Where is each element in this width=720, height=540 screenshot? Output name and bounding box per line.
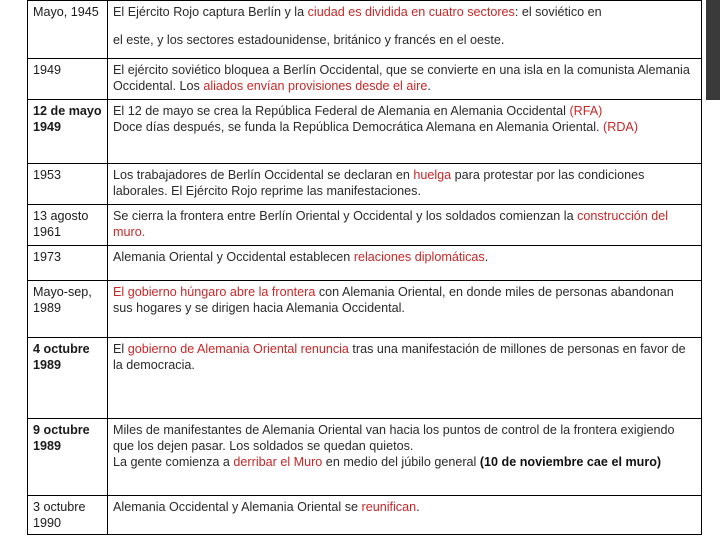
highlighted-phrase: aliados envían provisiones desde el aire [203, 79, 428, 93]
description-text: con Alemania Oriental, en donde miles de personas abandonan sus hogares y se dirigen hacia Alemania Occidental. [113, 285, 674, 315]
row-description [108, 59, 702, 100]
row-description [108, 246, 702, 281]
slide-edge-bar [706, 0, 720, 100]
timeline-table [27, 0, 702, 535]
description-text: en medio del júbilo general [322, 455, 480, 469]
row-date: 13 agosto 1961 [28, 205, 108, 246]
description-text: . [427, 79, 431, 93]
description-text: Se cierra la frontera entre Berlín Oriental y Occidental y los soldados comienzan la [113, 209, 578, 223]
highlighted-phrase: derribar el Muro [233, 455, 323, 469]
row-date: Mayo-sep, 1989 [28, 281, 108, 338]
row-date: Mayo, 1945 [28, 1, 108, 59]
description-text: : el soviético en [514, 5, 602, 19]
description-text: La gente comienza a [113, 455, 234, 469]
row-date: 1973 [28, 246, 108, 281]
description-text: Los trabajadores de Berlín Occidental se declaran en [113, 168, 414, 182]
highlighted-phrase: gobierno de Alemania Oriental renuncia [127, 342, 349, 356]
highlighted-phrase: ciudad es dividida en cuatro sectores [307, 5, 515, 19]
row-description [108, 496, 702, 535]
table-row [28, 59, 702, 100]
description-text: Doce días después, se funda la República Democrática Alemana en Alemania Oriental. [113, 120, 604, 134]
row-date: 1953 [28, 164, 108, 205]
bold-note: (10 de noviembre cae el muro) [479, 455, 662, 469]
description-text: Alemania Oriental y Occidental establecen [113, 250, 354, 264]
highlighted-phrase: relaciones diplomáticas [353, 250, 485, 264]
description-text: . [484, 250, 489, 264]
highlighted-phrase: El gobierno húngaro abre la frontera [113, 285, 316, 299]
highlighted-phrase: huelga [413, 168, 452, 182]
row-description [108, 338, 702, 419]
row-date: 1949 [28, 59, 108, 100]
description-text: el este, y los sectores estadounidense, británico y francés en el oeste. [113, 33, 505, 47]
table-row [28, 246, 702, 281]
description-text: . [416, 500, 420, 514]
description-text: para protestar por las condiciones laborales. El Ejército Rojo reprime las manifestaciones. [113, 168, 645, 198]
table-row [28, 100, 702, 164]
row-description [108, 164, 702, 205]
row-date: 3 octubre 1990 [28, 496, 108, 535]
description-text: El ejército soviético bloquea a Berlín Occidental, que se convierte en una isla en la comunista Alemania Occidental. Los [113, 63, 690, 93]
row-description [108, 419, 702, 496]
row-description [108, 281, 702, 338]
row-description [108, 205, 702, 246]
description-text: El 12 de mayo se crea la República Federal de Alemania en Alemania Occidental [113, 104, 570, 118]
row-description [108, 1, 702, 59]
table-row [28, 205, 702, 246]
highlighted-phrase: construcción del muro. [113, 209, 669, 239]
description-text: El Ejército Rojo captura Berlín y la [113, 5, 308, 19]
table-row [28, 419, 702, 496]
table-row [28, 1, 702, 59]
highlighted-phrase: (RDA) [603, 120, 639, 134]
description-text: Alemania Occidental y Alemania Oriental se [113, 500, 362, 514]
description-text: Miles de manifestantes de Alemania Oriental van hacia los puntos de control de la frontera exigiendo que los dejen pasar. Los soldados se quedan quietos. [113, 423, 675, 453]
paragraph-gap [113, 20, 696, 32]
row-date: 9 octubre 1989 [28, 419, 108, 496]
row-description [108, 100, 702, 164]
table-row [28, 338, 702, 419]
row-date: 12 de mayo 1949 [28, 100, 108, 164]
table-row [28, 496, 702, 535]
row-date: 4 octubre 1989 [28, 338, 108, 419]
description-text: tras una manifestación de millones de personas en favor de la democracia. [113, 342, 686, 372]
highlighted-phrase: (RFA) [569, 104, 603, 118]
description-text: El [113, 342, 128, 356]
table-row [28, 281, 702, 338]
table-row [28, 164, 702, 205]
highlighted-phrase: reunifican [361, 500, 417, 514]
